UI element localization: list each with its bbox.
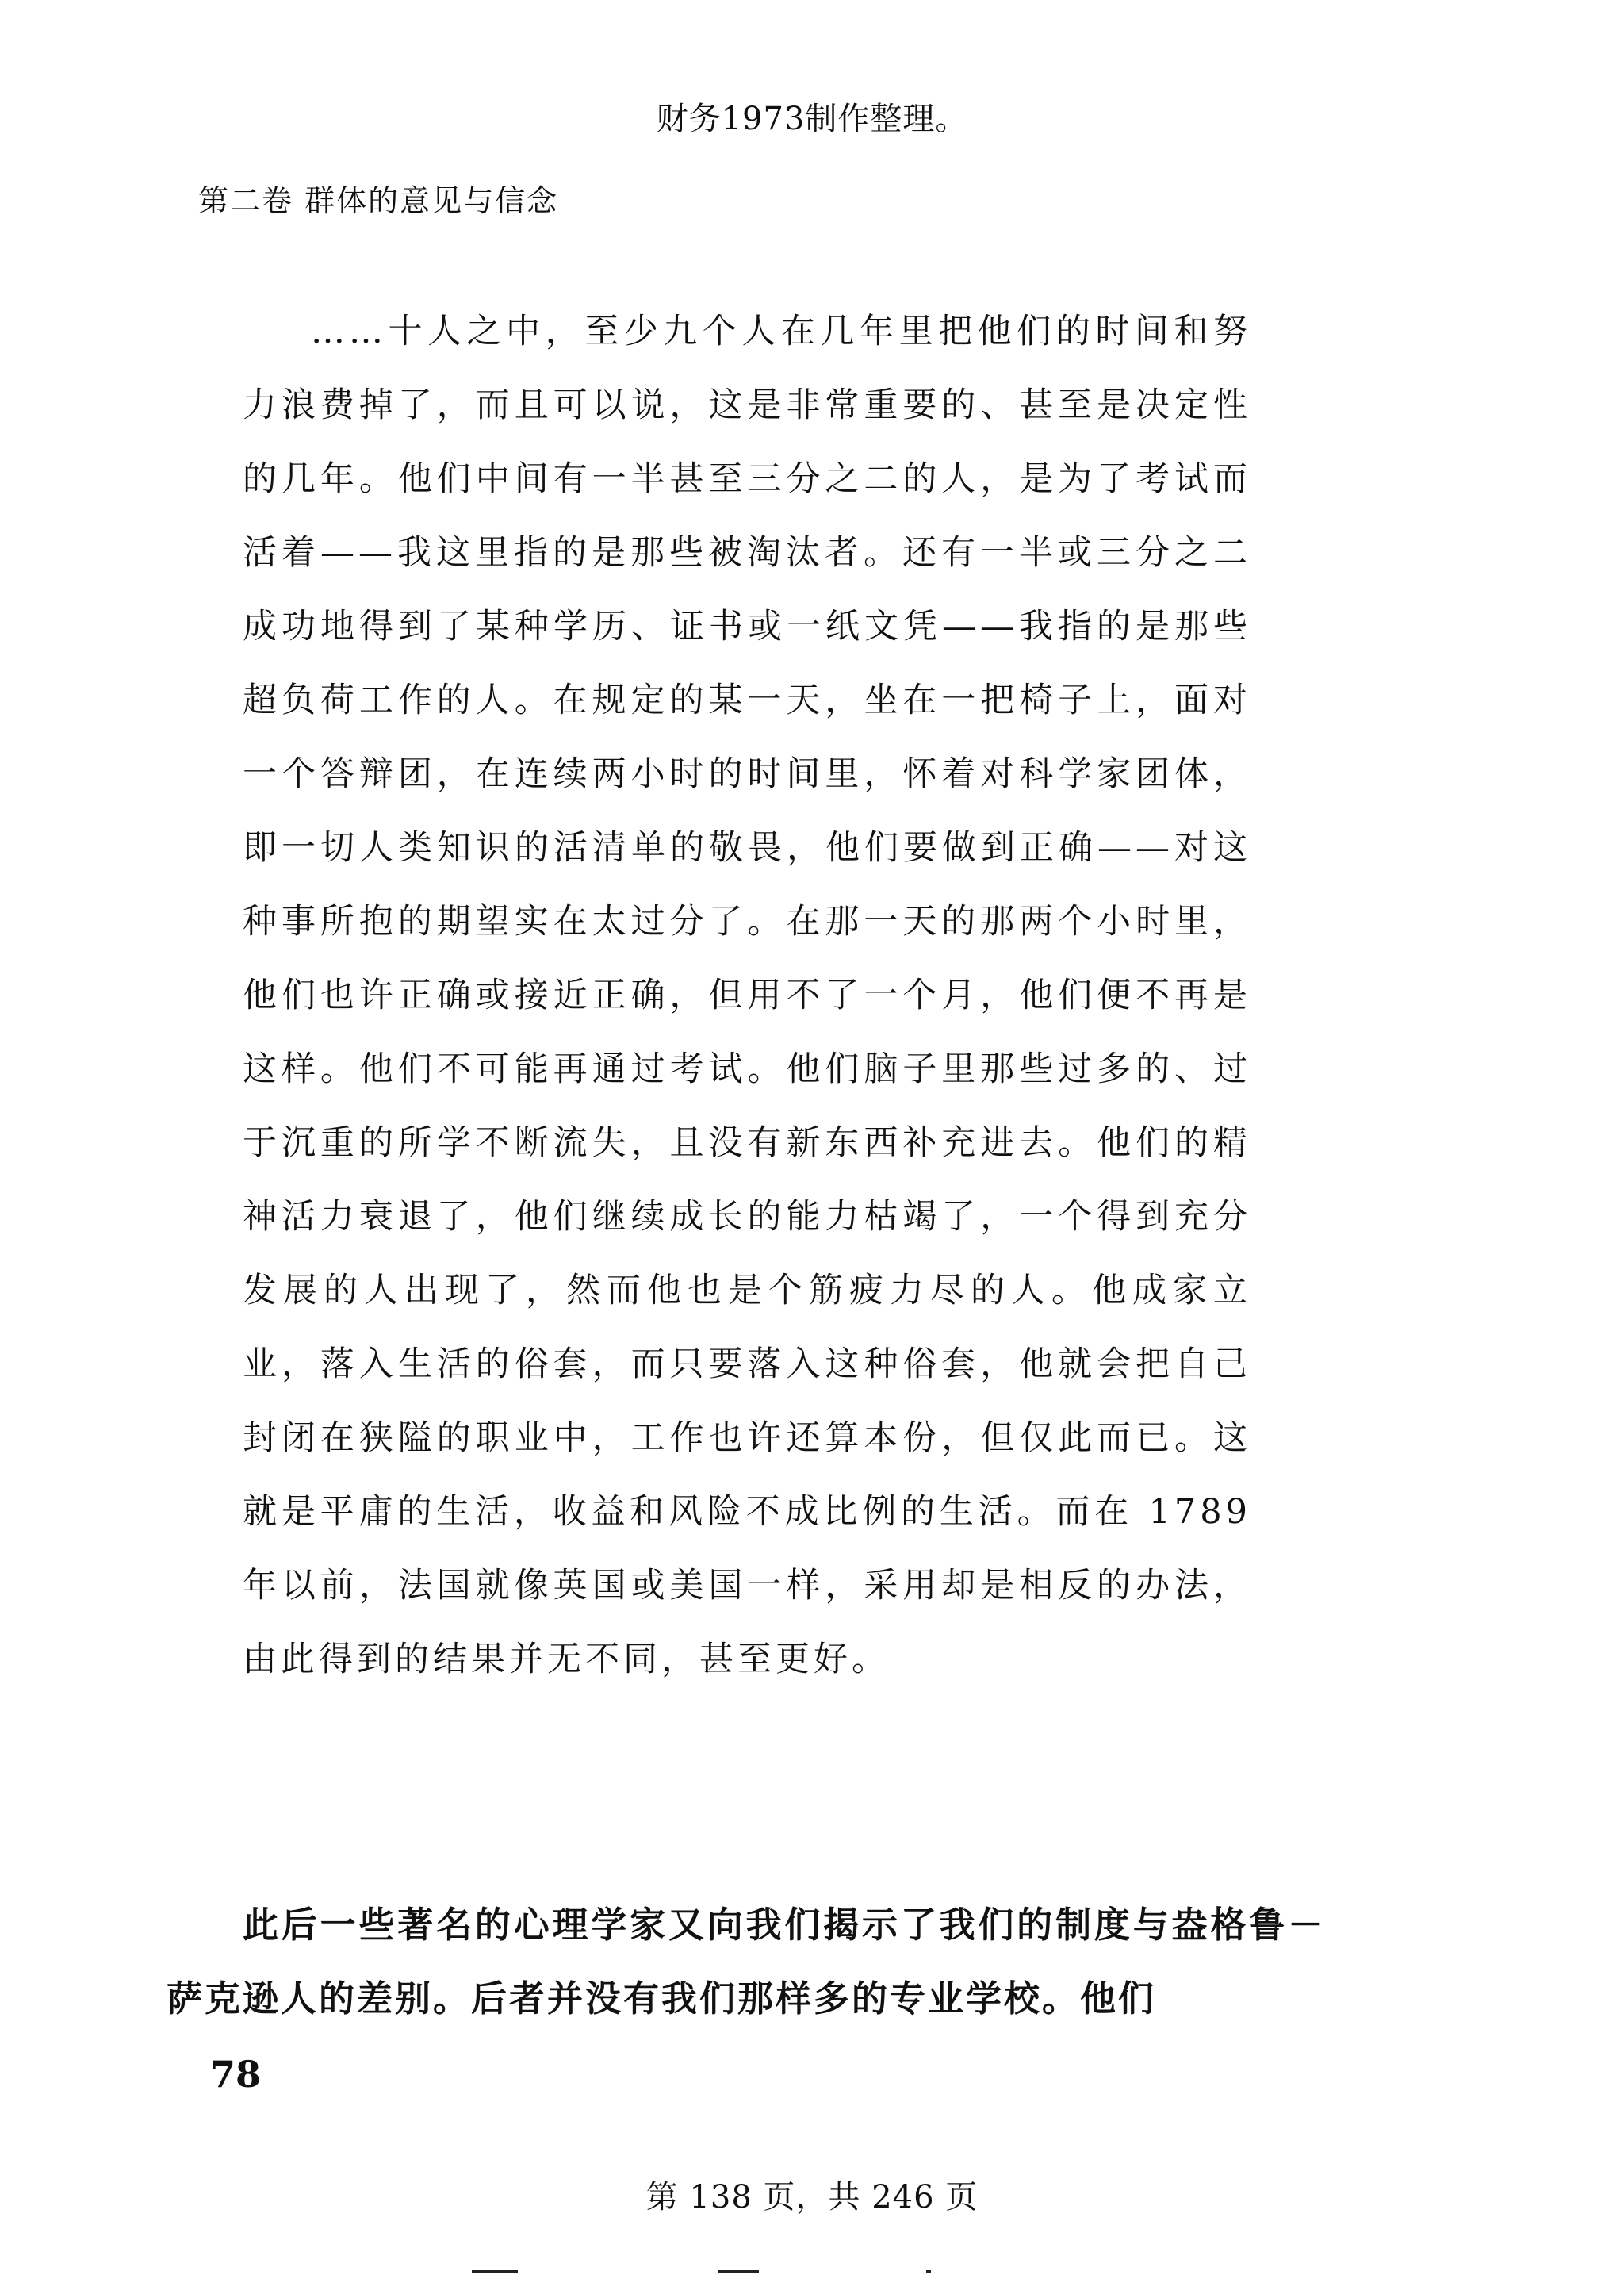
body-paragraph: 此后一些著名的心理学家又向我们揭示了我们的制度与盎格鲁－萨克逊人的差别。后者并没有我们那样多的专业学校。他们 <box>167 1904 1326 2020</box>
scan-artifact-marks <box>0 2270 1624 2275</box>
block-quote: ……十人之中，至少九个人在几年里把他们的时间和努力浪费掉了，而且可以说，这是非常重要的、甚至是决定性的几年。他们中间有一半甚至三分之二的人，是为了考试而活着——我这里指的是那些被淘汰者。还有一半或三分之二成功地得到了某种学历、证书或一纸文凭——我指的是那些超负荷工作的人。在规定的某一天，坐在一把椅子上，面对一个答辩团，在连续两小时的时间里，怀着对科学家团体，即一切人类知识的活清单的敬畏，他们要做到正确——对这种事所抱的期望实在太过分了。在那一天的那两个小时里，他们也许正确或接近正确，但用不了一个月，他们便不再是这样。他们不可能再通过考试。他们脑子里那些过多的、过于沉重的所学不断流失，且没有新东西补充进去。他们的精神活力衰退了，他们继续成长的能力枯竭了，一个得到充分发展的人出现了，然而他也是个筋疲力尽的人。他成家立业，落入生活的俗套，而只要落入这种俗套，他就会把自己封闭在狭隘的职业中，工作也许还算本份，但仅此而已。这就是平庸的生活，收益和风险不成比例的生活。而在 1789 年以前，法国就像英国或美国一样，采用却是相反的办法，由此得到的结果并无不同，甚至更好。 <box>243 312 1251 1679</box>
page-number: 78 <box>210 2053 262 2096</box>
running-head: 第二卷 群体的意见与信念 <box>198 183 559 218</box>
footer-note: 第 138 页，共 246 页 <box>645 2179 979 2215</box>
header-note: 财务1973制作整理。 <box>656 101 968 137</box>
